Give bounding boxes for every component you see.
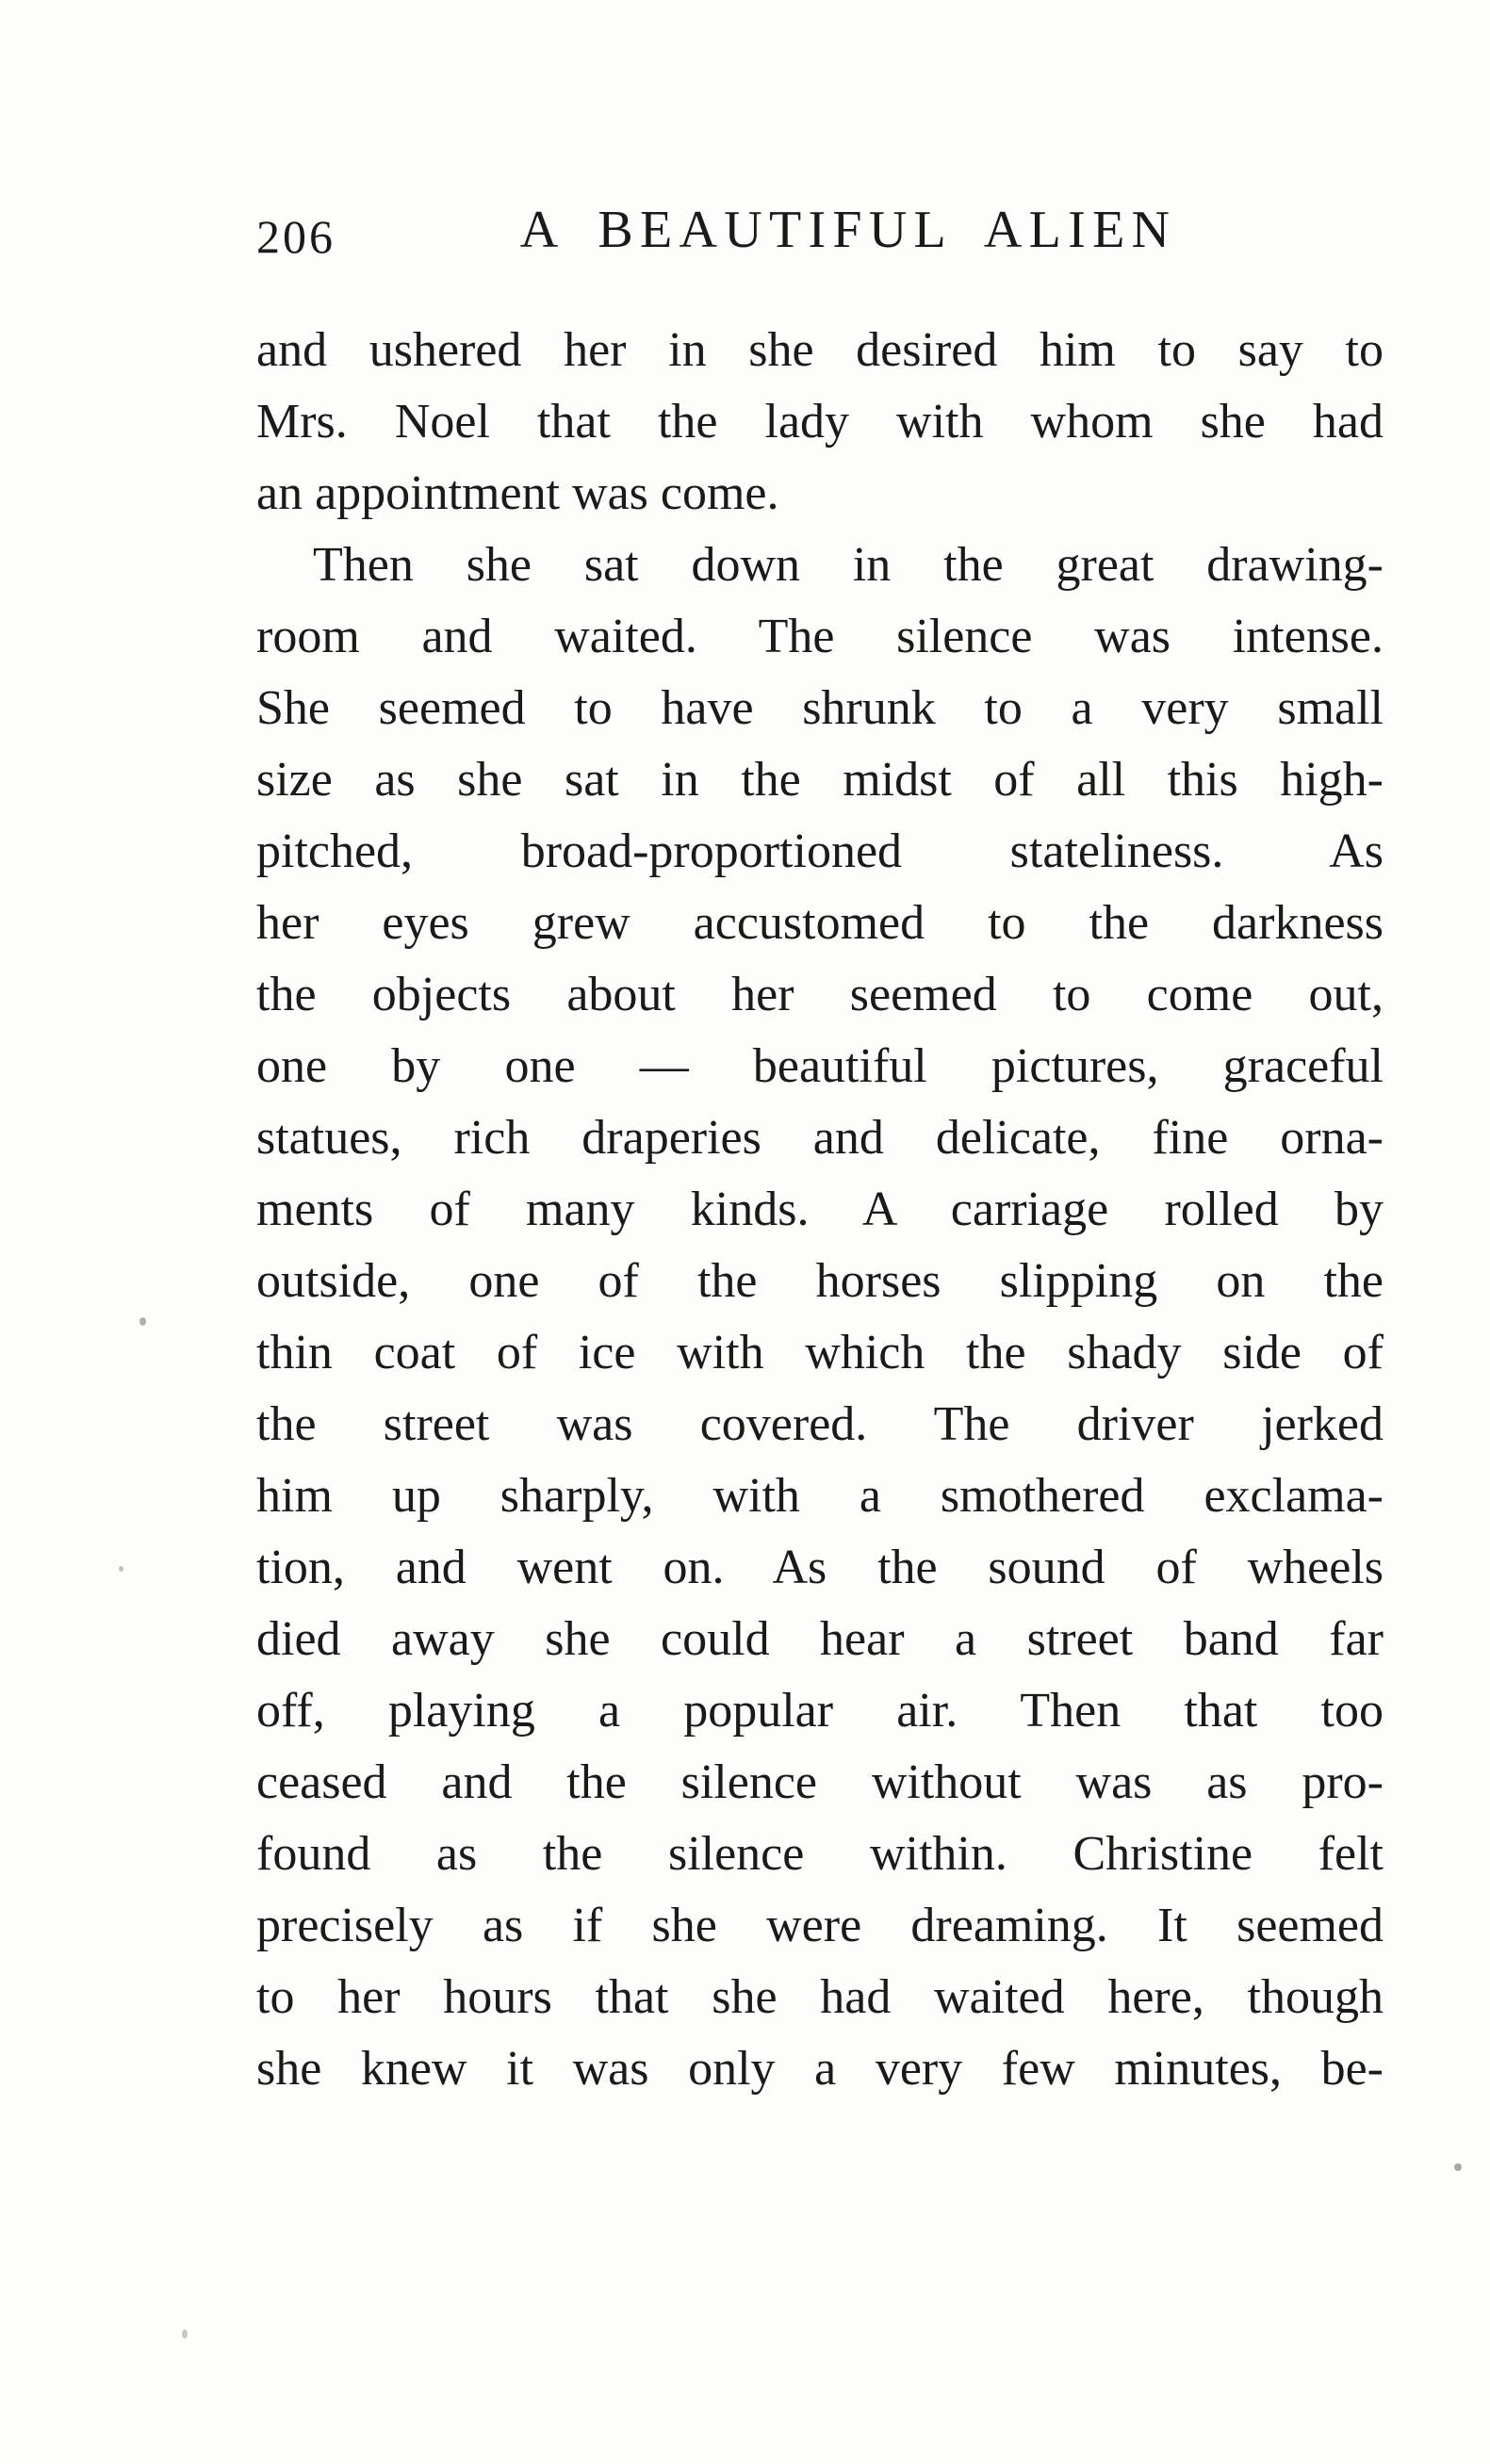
text-line: precisely as if she were dreaming. It seemed	[256, 1899, 1384, 1952]
page-number: 206	[256, 210, 336, 263]
text-line: Then she sat down in the great drawing-	[313, 538, 1384, 592]
scan-speck	[139, 1317, 146, 1326]
text-line: the street was covered. The driver jerked	[256, 1397, 1384, 1451]
text-block	[256, 315, 1384, 2105]
text-line: died away she could hear a street band far	[256, 1612, 1384, 1666]
text-line: statues, rich draperies and delicate, fine orna-	[256, 1111, 1384, 1165]
text-line: and ushered her in she desired him to say to	[256, 323, 1384, 377]
text-line: him up sharply, with a smothered exclama-	[256, 1469, 1384, 1523]
page-header	[256, 200, 1384, 275]
text-line: the objects about her seemed to come out,	[256, 968, 1384, 1021]
text-line: ments of many kinds. A carriage rolled by	[256, 1183, 1384, 1236]
text-line: she knew it was only a very few minutes, be-	[256, 2042, 1384, 2096]
text-line: size as she sat in the midst of all this high-	[256, 753, 1384, 807]
text-line: tion, and went on. As the sound of wheels	[256, 1541, 1384, 1594]
text-line: She seemed to have shrunk to a very small	[256, 681, 1384, 735]
text-line: Mrs. Noel that the lady with whom she had	[256, 395, 1384, 449]
text-line: her eyes grew accustomed to the darkness	[256, 896, 1384, 950]
text-line: thin coat of ice with which the shady side of	[256, 1326, 1384, 1379]
scan-speck	[119, 1566, 123, 1572]
text-line: an appointment was come.	[256, 466, 779, 520]
text-line: one by one — beautiful pictures, graceful	[256, 1039, 1384, 1093]
text-line: pitched, broad-proportioned stateliness. As	[256, 824, 1384, 878]
text-line: to her hours that she had waited here, though	[256, 1970, 1384, 2024]
scan-speck	[182, 2329, 188, 2339]
running-title: A BEAUTIFUL ALIEN	[519, 201, 1177, 259]
text-line: room and waited. The silence was intense.	[256, 610, 1384, 663]
text-line: found as the silence within. Christine felt	[256, 1827, 1384, 1881]
scan-speck	[1454, 2163, 1462, 2171]
text-line: ceased and the silence without was as pro-	[256, 1755, 1384, 1809]
text-line: off, playing a popular air. Then that too	[256, 1684, 1384, 1738]
text-line: outside, one of the horses slipping on the	[256, 1254, 1384, 1308]
